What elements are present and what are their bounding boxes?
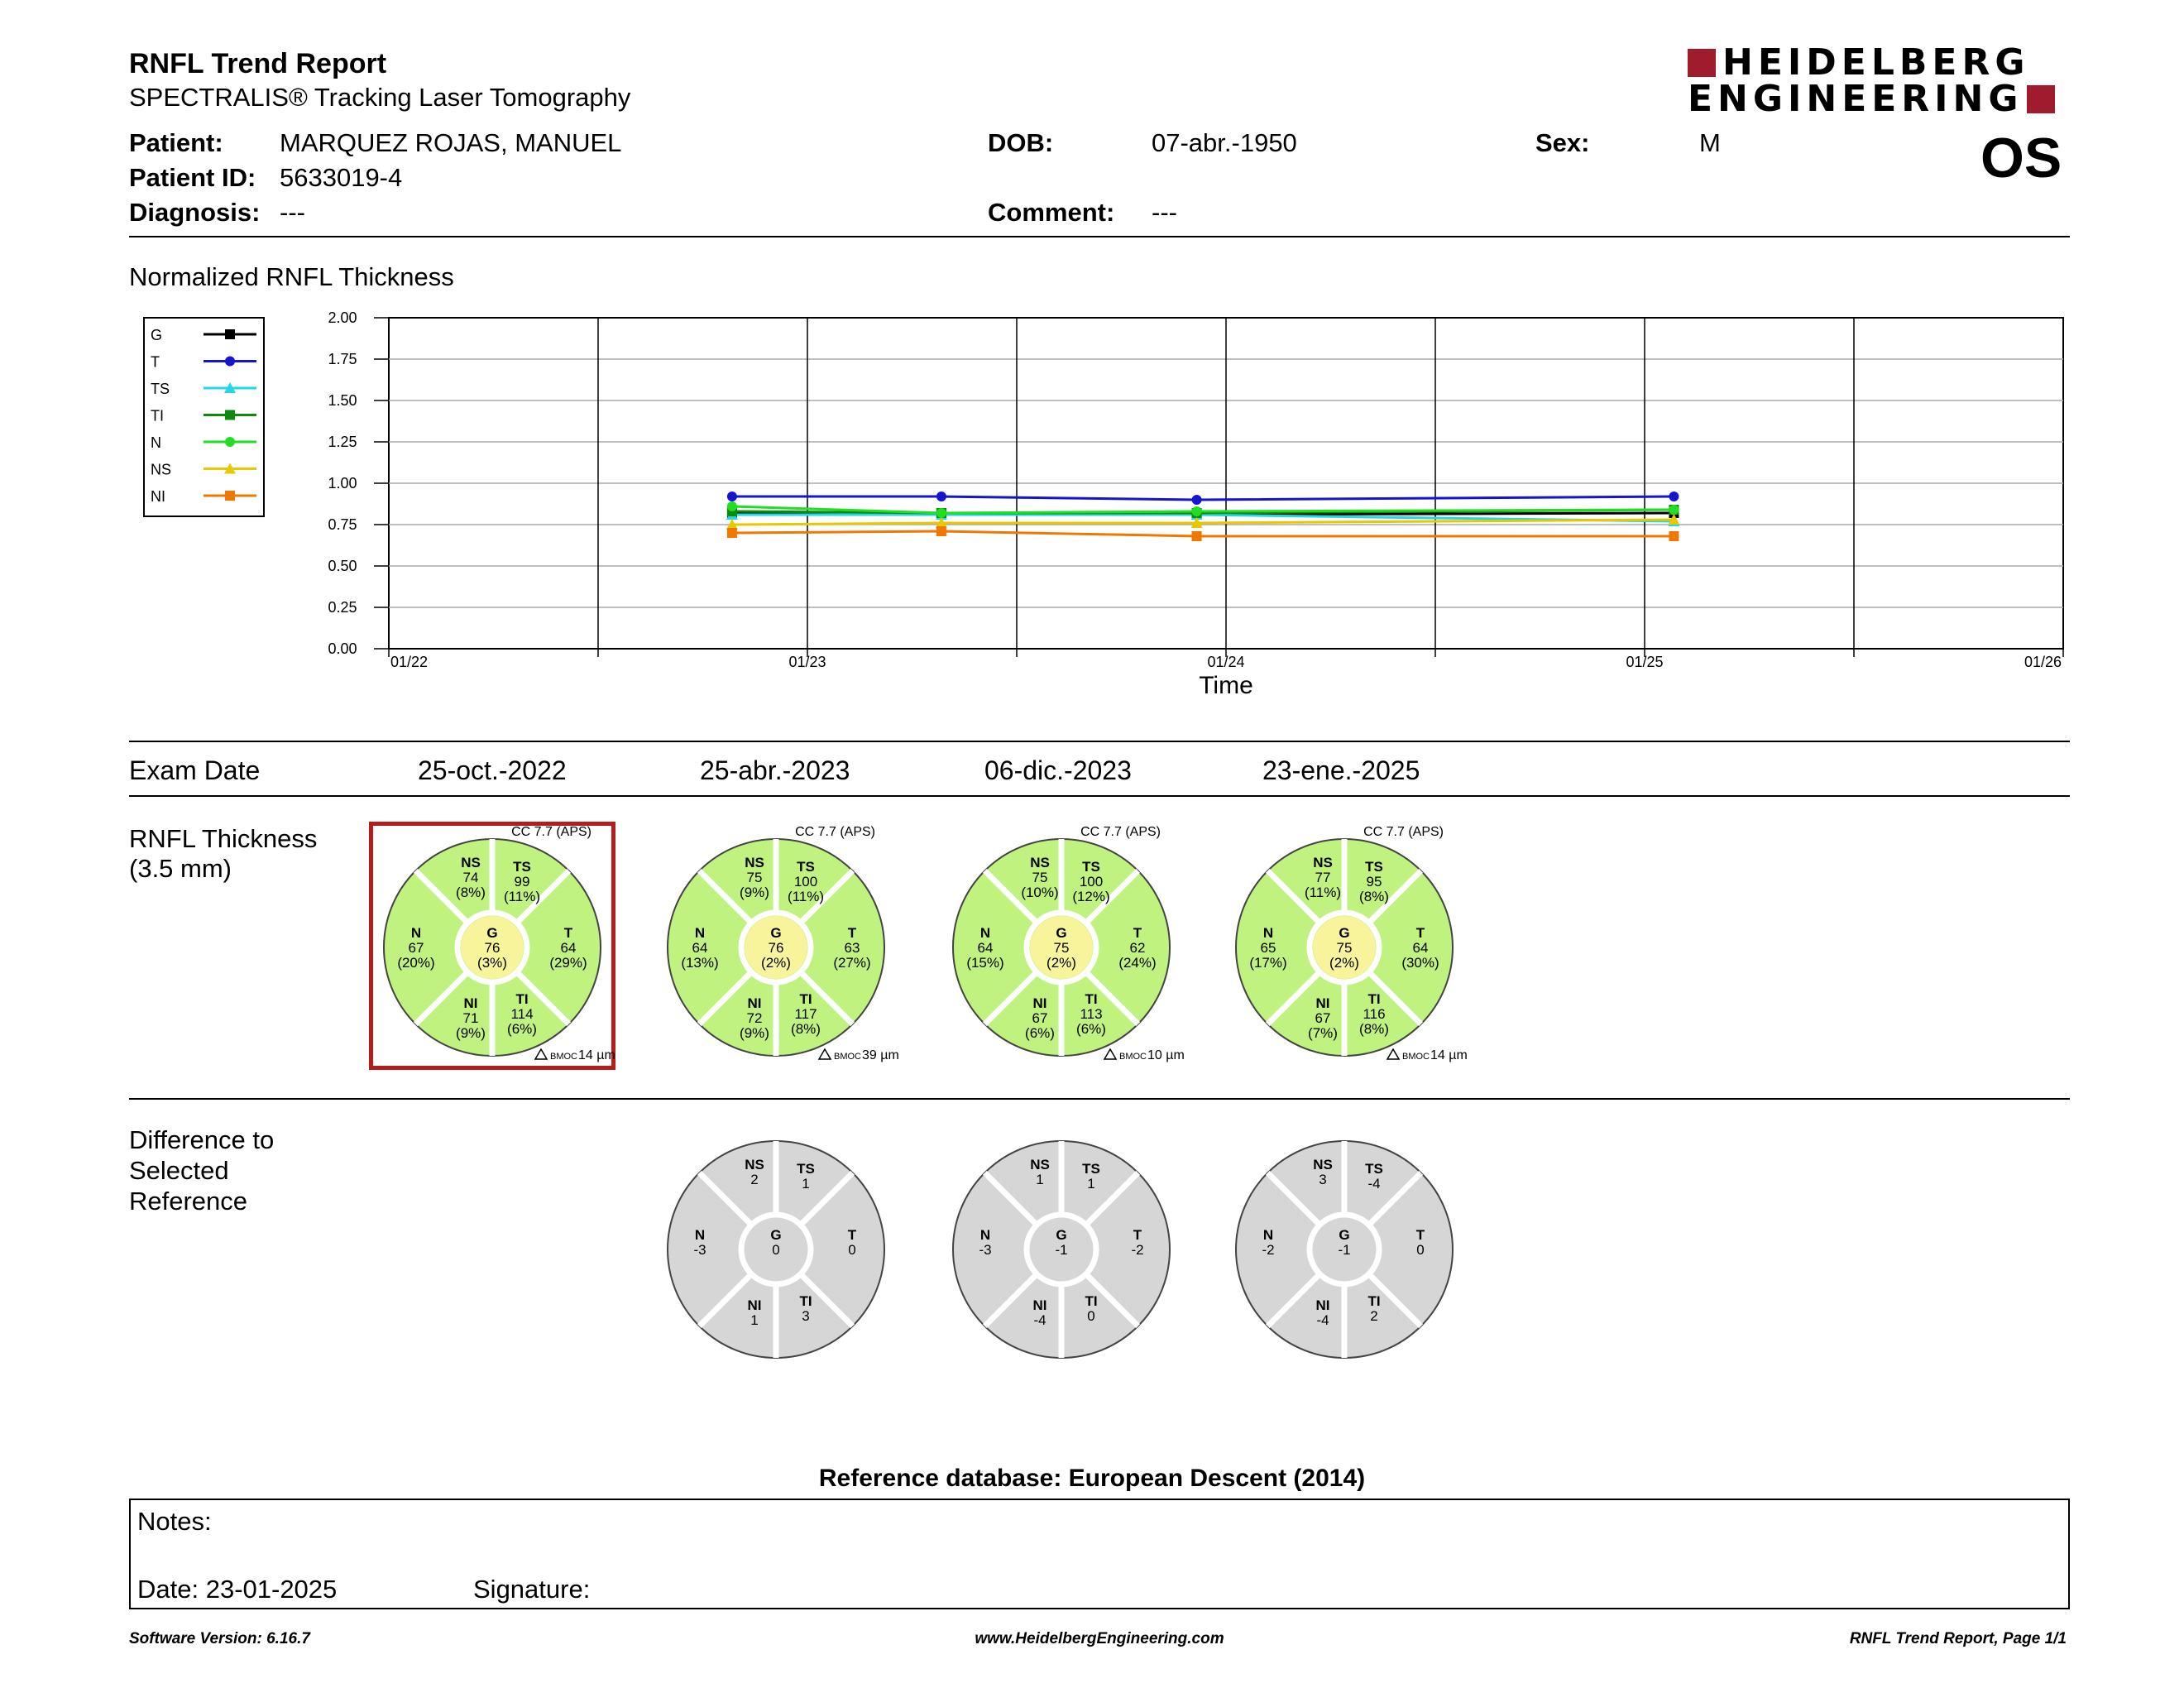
y-tick-label: 2.00 [328, 309, 357, 326]
y-tick-label: 1.75 [328, 351, 357, 367]
exam-date-4: 23-ene.-2025 [1262, 755, 1420, 785]
x-tick-label: 01/24 [1207, 654, 1245, 670]
sector-t-value: 0 [1416, 1242, 1425, 1258]
sector-ti-value: 116 [1363, 1006, 1386, 1022]
sector-g-label: G [770, 1227, 782, 1243]
sector-t-label: T [563, 925, 573, 941]
legend-label: NS [151, 461, 172, 478]
legend-marker [225, 329, 235, 339]
sector-ns-percent: (10%) [1021, 885, 1059, 900]
sector-ni-value: 72 [746, 1010, 763, 1026]
software-version: Software Version: 6.16.7 [129, 1630, 310, 1647]
sector-n-value: 65 [1260, 940, 1276, 956]
legend-label: G [151, 327, 163, 343]
sector-ti-percent: (8%) [791, 1021, 821, 1037]
cc-label: CC 7.7 (APS) [511, 825, 592, 839]
data-point [1192, 495, 1202, 505]
sector-ns-label: NS [1313, 855, 1333, 870]
diagnosis-value: --- [280, 198, 305, 227]
sector-n-label: N [694, 1227, 706, 1243]
patient-label: Patient: [129, 128, 223, 157]
difference-label-2: Selected [129, 1156, 229, 1185]
delta-icon [819, 1049, 831, 1059]
sex-label: Sex: [1535, 128, 1590, 157]
y-tick-label: 0.00 [328, 640, 357, 657]
sector-ts-value: 95 [1366, 874, 1382, 890]
y-tick-label: 1.50 [328, 392, 357, 409]
sector-ti-value: 113 [1080, 1006, 1103, 1022]
sector-ns-value: 75 [746, 870, 763, 885]
delta-icon [1387, 1049, 1399, 1059]
difference-label-1: Difference to [129, 1125, 275, 1154]
sector-ts-value: 1 [1087, 1176, 1095, 1192]
sector-g-value: 75 [1053, 940, 1070, 956]
sector-ni-percent: (6%) [1025, 1025, 1055, 1041]
sector-t-value: 64 [560, 940, 577, 956]
sector-ni-label: NI [1032, 995, 1047, 1011]
sector-t-value: 63 [844, 940, 860, 956]
notes-box[interactable] [129, 1499, 2070, 1609]
patient-name: MARQUEZ ROJAS, MANUEL [280, 128, 622, 157]
legend-marker [225, 437, 235, 447]
sector-ts-label: TS [1365, 1161, 1383, 1177]
x-tick-label: 01/22 [390, 654, 429, 670]
thickness-disc-4 [1236, 825, 1468, 1062]
thickness-discs [0, 811, 2184, 1076]
sector-g-value: 76 [768, 940, 784, 956]
sector-g-value: 76 [484, 940, 500, 956]
comment-value: --- [1152, 198, 1177, 227]
cc-label: CC 7.7 (APS) [1363, 825, 1444, 839]
sector-ni-label: NI [463, 995, 478, 1011]
sector-n-label: N [410, 925, 422, 941]
difference-disc-3 [1236, 1141, 1453, 1358]
sector-ts-value: 100 [1079, 874, 1104, 890]
exam-date-3: 06-dic.-2023 [984, 755, 1132, 785]
thickness-sublabel: (3.5 mm) [129, 854, 232, 883]
y-tick-label: 0.75 [328, 516, 357, 533]
sector-t-value: 0 [848, 1242, 856, 1258]
sector-t-value: 64 [1412, 940, 1429, 956]
sector-ts-label: TS [797, 1161, 815, 1177]
sector-n-value: -3 [693, 1242, 706, 1258]
sector-ti-percent: (6%) [507, 1021, 537, 1037]
sector-g-value: -1 [1055, 1242, 1068, 1258]
sector-ns-percent: (9%) [740, 885, 769, 900]
sector-ns-label: NS [745, 855, 764, 870]
sector-n-percent: (13%) [681, 955, 719, 971]
bmoc-label: BMOC [1402, 1052, 1430, 1062]
sector-ns-label: NS [461, 855, 481, 870]
chart-title: Normalized RNFL Thickness [129, 262, 454, 291]
diagnosis-label: Diagnosis: [129, 198, 261, 227]
sector-ts-value: 100 [793, 874, 818, 890]
sector-t-value: 62 [1129, 940, 1146, 956]
legend-marker [225, 491, 235, 501]
notes-label: Notes: [137, 1507, 212, 1536]
sector-ti-value: 2 [1370, 1308, 1378, 1324]
sector-ni-value: 71 [462, 1010, 479, 1026]
sector-n-label: N [979, 1227, 991, 1243]
sector-ni-label: NI [1315, 1297, 1330, 1313]
reference-database: Reference database: European Descent (2014) [818, 1465, 1366, 1492]
sector-n-value: -2 [1262, 1242, 1275, 1258]
sector-n-percent: (15%) [966, 955, 1004, 971]
sector-t-label: T [847, 1227, 857, 1243]
report-subtitle: SPECTRALIS® Tracking Laser Tomography [129, 83, 631, 112]
sector-g-label: G [1056, 925, 1067, 941]
sector-ts-label: TS [513, 859, 531, 875]
y-tick-label: 1.00 [328, 475, 357, 492]
sector-ns-label: NS [1030, 855, 1050, 870]
bmoc-value: 39 µm [862, 1048, 899, 1062]
sector-g-value: 0 [772, 1242, 780, 1258]
dob-label: DOB: [988, 128, 1054, 157]
logo-text-line2: ENGINEERING [1688, 78, 2024, 120]
sector-ni-value: 67 [1315, 1010, 1331, 1026]
website-link[interactable]: www.HeidelbergEngineering.com [975, 1630, 1224, 1647]
notes-date: Date: 23-01-2025 [137, 1575, 338, 1604]
thickness-disc-1 [384, 825, 615, 1062]
sector-ni-percent: (9%) [740, 1025, 769, 1041]
sector-ts-percent: (11%) [787, 889, 825, 904]
y-tick-label: 0.50 [328, 558, 357, 574]
sector-ti-value: 117 [794, 1006, 817, 1022]
sector-g-label: G [486, 925, 498, 941]
bmoc-value: 10 µm [1147, 1048, 1185, 1062]
sector-ns-label: NS [1313, 1157, 1333, 1172]
thickness-label: RNFL Thickness [129, 824, 318, 853]
sector-ni-label: NI [747, 995, 762, 1011]
data-point [1669, 531, 1679, 541]
exam-divider-bottom [129, 795, 2070, 797]
data-point [936, 526, 946, 536]
x-tick-label: 01/26 [2024, 654, 2062, 670]
data-point [1192, 506, 1202, 516]
sector-n-label: N [979, 925, 991, 941]
sector-t-label: T [1415, 925, 1425, 941]
trend-chart [0, 0, 2184, 728]
report-title: RNFL Trend Report [129, 48, 387, 79]
sector-ni-value: -4 [1033, 1312, 1046, 1328]
sector-ts-percent: (12%) [1072, 889, 1110, 904]
sector-t-percent: (29%) [549, 955, 587, 971]
cc-label: CC 7.7 (APS) [795, 825, 875, 839]
logo-text-line1: HEIDELBERG [1722, 41, 2030, 84]
sector-ti-value: 3 [802, 1308, 810, 1324]
sector-g-value: 75 [1336, 940, 1353, 956]
sector-ti-label: TI [1367, 1293, 1381, 1309]
sector-g-percent: (2%) [1046, 955, 1076, 971]
sector-ti-percent: (6%) [1076, 1021, 1106, 1037]
sector-ts-value: 1 [802, 1176, 810, 1192]
difference-label-3: Reference [129, 1187, 248, 1216]
sector-g-percent: (3%) [477, 955, 507, 971]
x-tick-label: 01/23 [788, 654, 826, 670]
comment-label: Comment: [988, 198, 1115, 227]
sector-ti-label: TI [799, 1293, 812, 1309]
sector-g-label: G [770, 925, 782, 941]
sector-ns-value: 75 [1032, 870, 1048, 885]
sector-ts-label: TS [1082, 1161, 1100, 1177]
sector-n-value: 67 [408, 940, 424, 956]
difference-disc-2 [953, 1141, 1170, 1358]
bmoc-label: BMOC [834, 1052, 861, 1062]
x-tick-label: 01/25 [1626, 654, 1664, 670]
sector-ti-label: TI [799, 991, 812, 1007]
sector-ti-label: TI [1085, 991, 1098, 1007]
sector-g-label: G [1339, 925, 1350, 941]
y-tick-label: 1.25 [328, 434, 357, 450]
sector-ti-label: TI [1085, 1293, 1098, 1309]
y-tick-label: 0.25 [328, 599, 357, 616]
bmoc-label: BMOC [550, 1052, 577, 1062]
data-point [727, 501, 737, 511]
exam-divider-top [129, 741, 2070, 742]
sector-ni-percent: (7%) [1308, 1025, 1338, 1041]
thickness-disc-2 [668, 825, 899, 1062]
sector-ns-value: 74 [462, 870, 479, 885]
chart-legend [144, 318, 264, 516]
sector-ns-value: 1 [1036, 1172, 1044, 1187]
sector-n-label: N [1262, 925, 1274, 941]
difference-discs [0, 1125, 2184, 1374]
signature-label: Signature: [473, 1575, 591, 1604]
bmoc-value: 14 µm [578, 1048, 615, 1062]
sector-ni-value: -4 [1316, 1312, 1329, 1328]
sector-n-percent: (20%) [397, 955, 435, 971]
sector-ti-value: 0 [1087, 1308, 1095, 1324]
sector-ns-value: 77 [1315, 870, 1331, 885]
sector-t-label: T [1133, 925, 1142, 941]
thickness-disc-3 [953, 825, 1185, 1062]
sector-ns-value: 2 [750, 1172, 759, 1187]
data-point [1669, 492, 1679, 501]
sector-ti-label: TI [1367, 991, 1381, 1007]
sector-ni-label: NI [1032, 1297, 1047, 1313]
data-point [727, 492, 737, 501]
sector-ns-percent: (11%) [1304, 885, 1342, 900]
sector-ni-label: NI [747, 1297, 762, 1313]
sector-ts-value: -4 [1367, 1176, 1381, 1192]
delta-icon [1104, 1049, 1116, 1059]
sector-ns-label: NS [1030, 1157, 1050, 1172]
cc-label: CC 7.7 (APS) [1080, 825, 1161, 839]
legend-label: N [151, 434, 161, 451]
legend-label: TS [151, 381, 170, 397]
sector-ni-label: NI [1315, 995, 1330, 1011]
sector-g-label: G [1056, 1227, 1067, 1243]
sector-ts-value: 99 [514, 874, 530, 890]
sector-g-percent: (2%) [1329, 955, 1359, 971]
sector-g-value: -1 [1338, 1242, 1351, 1258]
sex-value: M [1699, 128, 1721, 157]
bmoc-value: 14 µm [1430, 1048, 1468, 1062]
sector-t-value: -2 [1131, 1242, 1144, 1258]
sector-t-label: T [847, 925, 857, 941]
sector-n-value: -3 [979, 1242, 992, 1258]
data-point [1192, 531, 1202, 541]
sector-n-percent: (17%) [1249, 955, 1287, 971]
dob-value: 07-abr.-1950 [1152, 128, 1297, 157]
patient-id-label: Patient ID: [129, 163, 256, 192]
sector-ts-label: TS [1365, 859, 1383, 875]
data-point [936, 508, 946, 518]
difference-divider [129, 1098, 2070, 1100]
sector-t-label: T [1415, 1227, 1425, 1243]
sector-g-percent: (2%) [761, 955, 791, 971]
sector-t-percent: (27%) [833, 955, 871, 971]
patient-id-value: 5633019-4 [280, 163, 403, 192]
sector-ns-label: NS [745, 1157, 764, 1172]
sector-n-label: N [694, 925, 706, 941]
sector-ni-percent: (9%) [456, 1025, 486, 1041]
bmoc-label: BMOC [1119, 1052, 1147, 1062]
sector-g-label: G [1339, 1227, 1350, 1243]
legend-label: TI [151, 407, 164, 424]
exam-date-1: 25-oct.-2022 [418, 755, 567, 785]
sector-ns-percent: (8%) [456, 885, 486, 900]
sector-ti-value: 114 [510, 1006, 534, 1022]
sector-ts-label: TS [797, 859, 815, 875]
data-point [1669, 505, 1679, 515]
eye-label: OS [1980, 127, 2062, 189]
sector-ni-value: 67 [1032, 1010, 1048, 1026]
sector-n-value: 64 [692, 940, 708, 956]
exam-date-label: Exam Date [129, 755, 261, 785]
sector-t-percent: (24%) [1118, 955, 1157, 971]
difference-disc-1 [668, 1141, 884, 1358]
sector-ti-label: TI [515, 991, 529, 1007]
data-point [936, 492, 946, 501]
sector-ts-percent: (8%) [1359, 889, 1389, 904]
exam-date-2: 25-abr.-2023 [700, 755, 850, 785]
sector-n-value: 64 [977, 940, 994, 956]
sector-t-percent: (30%) [1401, 955, 1439, 971]
legend-label: T [151, 353, 160, 371]
sector-ti-percent: (8%) [1359, 1021, 1389, 1037]
legend-marker [225, 357, 235, 367]
sector-ts-label: TS [1082, 859, 1100, 875]
x-axis-label: Time [1199, 672, 1253, 699]
sector-ni-value: 1 [750, 1312, 759, 1328]
legend-marker [225, 410, 235, 420]
sector-ts-percent: (11%) [503, 889, 541, 904]
delta-icon [535, 1049, 547, 1059]
legend-label: NI [151, 488, 165, 505]
sector-ns-value: 3 [1319, 1172, 1327, 1187]
sector-n-label: N [1262, 1227, 1274, 1243]
page-number: RNFL Trend Report, Page 1/1 [1849, 1630, 2067, 1647]
data-point [727, 528, 737, 538]
sector-t-label: T [1133, 1227, 1142, 1243]
